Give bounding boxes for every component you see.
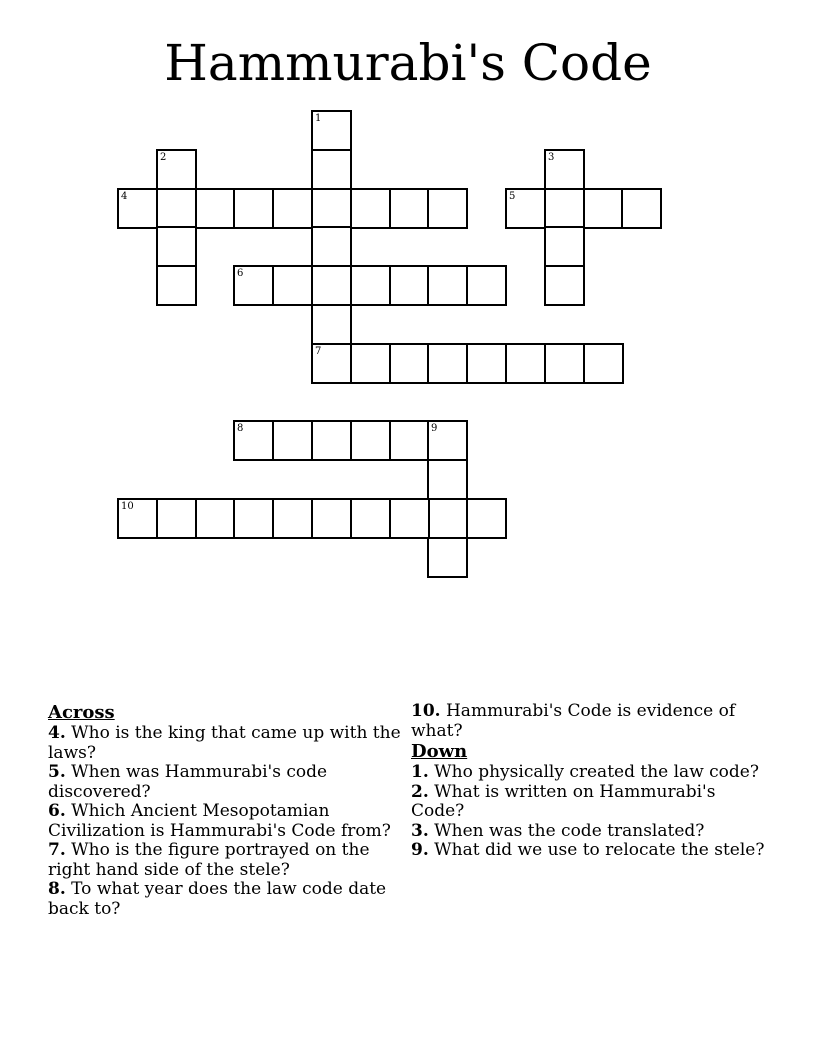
- crossword-cell[interactable]: [272, 265, 313, 306]
- crossword-cell[interactable]: [389, 343, 430, 384]
- crossword-cell[interactable]: [156, 265, 197, 306]
- clue-number: 10.: [411, 701, 441, 721]
- crossword-cell[interactable]: [427, 188, 468, 229]
- crossword-cell[interactable]: [233, 420, 274, 461]
- crossword-cell[interactable]: [195, 188, 236, 229]
- clue-number: 8.: [48, 879, 66, 899]
- cell-number: 5: [509, 191, 516, 202]
- crossword-cell[interactable]: [427, 459, 468, 500]
- crossword-cell[interactable]: [389, 420, 430, 461]
- crossword-cell[interactable]: [427, 265, 468, 306]
- clue-number: 5.: [48, 762, 66, 782]
- clue-down-9: [411, 841, 766, 861]
- crossword-cell[interactable]: [311, 498, 352, 539]
- clue-number: 9.: [411, 840, 429, 860]
- crossword-cell[interactable]: [544, 265, 585, 306]
- clue-text: To what year does the law code date back to?: [48, 879, 387, 919]
- page-title: Hammurabi's Code: [164, 34, 652, 92]
- crossword-cell[interactable]: [350, 420, 391, 461]
- crossword-cell[interactable]: [427, 420, 468, 461]
- crossword-cell[interactable]: [272, 420, 313, 461]
- clue-number: 6.: [48, 801, 66, 821]
- crossword-cell[interactable]: [427, 537, 468, 578]
- clue-number: 1.: [411, 762, 429, 782]
- crossword-cell[interactable]: [350, 265, 391, 306]
- crossword-cell[interactable]: [544, 188, 585, 229]
- clue-down-1: [411, 763, 766, 783]
- crossword-cell[interactable]: [466, 265, 507, 306]
- crossword-cell[interactable]: [117, 498, 158, 539]
- clue-number: 4.: [48, 723, 66, 743]
- clue-across-8: [48, 880, 408, 919]
- crossword-cell[interactable]: [311, 304, 352, 345]
- crossword-cell[interactable]: [311, 343, 352, 384]
- clue-across-4: [48, 724, 408, 763]
- crossword-cell[interactable]: [583, 188, 624, 229]
- across-heading: Across: [48, 702, 115, 723]
- crossword-cell[interactable]: [156, 188, 197, 229]
- crossword-cell[interactable]: [311, 188, 352, 229]
- crossword-cell[interactable]: [544, 226, 585, 267]
- clue-down-3: [411, 822, 766, 842]
- crossword-cell[interactable]: [389, 265, 430, 306]
- cell-number: 6: [237, 268, 244, 279]
- crossword-cell[interactable]: [311, 420, 352, 461]
- clue-down-2: [411, 783, 766, 822]
- crossword-cell[interactable]: [311, 265, 352, 306]
- crossword-cell[interactable]: [350, 498, 391, 539]
- crossword-cell[interactable]: [389, 498, 430, 539]
- cell-number: 10: [121, 501, 134, 512]
- cell-number: 8: [237, 423, 244, 434]
- crossword-cell[interactable]: [389, 188, 430, 229]
- down-heading: Down: [411, 741, 468, 762]
- clue-text: When was the code translated?: [434, 820, 705, 841]
- crossword-cell[interactable]: [233, 265, 274, 306]
- clue-across-6: [48, 802, 408, 841]
- crossword-cell[interactable]: [350, 343, 391, 384]
- crossword-cell[interactable]: [195, 498, 236, 539]
- clue-text: Hammurabi's Code is evidence of what?: [411, 701, 736, 741]
- clue-text: Who physically created the law code?: [434, 762, 759, 782]
- clue-number: 7.: [48, 840, 66, 860]
- crossword-cell[interactable]: [505, 343, 546, 384]
- cell-number: 3: [548, 152, 555, 163]
- crossword-cell[interactable]: [272, 498, 313, 539]
- crossword-cell[interactable]: [156, 498, 197, 539]
- crossword-cell[interactable]: [621, 188, 662, 229]
- cell-number: 9: [431, 423, 438, 434]
- crossword-cell[interactable]: [311, 226, 352, 267]
- clue-text: Who is the figure portrayed on the right hand side of the stele?: [48, 840, 370, 880]
- clue-text: What is written on Hammurabi's Code?: [411, 781, 716, 821]
- crossword-cell[interactable]: [583, 343, 624, 384]
- crossword-cell[interactable]: [466, 343, 507, 384]
- crossword-cell[interactable]: [233, 188, 274, 229]
- crossword-cell[interactable]: [311, 149, 352, 190]
- cell-number: 4: [121, 191, 128, 202]
- crossword-cell[interactable]: [156, 226, 197, 267]
- clue-text: Who is the king that came up with the laws?: [48, 723, 401, 763]
- crossword-cell[interactable]: [427, 343, 468, 384]
- clue-across-7: [48, 841, 408, 880]
- clue-text: Which Ancient Mesopotamian Civilization is Hammurabi's Code from?: [48, 801, 391, 841]
- clue-text: What did we use to relocate the stele?: [434, 840, 765, 860]
- clues-left-column: [48, 702, 408, 919]
- crossword-cell[interactable]: [427, 498, 468, 539]
- crossword-cell[interactable]: [350, 188, 391, 229]
- clues-right-column: [411, 702, 766, 861]
- crossword-cell[interactable]: [311, 110, 352, 151]
- clue-across-5: [48, 763, 408, 802]
- cell-number: 1: [315, 113, 322, 124]
- crossword-cell[interactable]: [117, 188, 158, 229]
- crossword-cell[interactable]: [505, 188, 546, 229]
- clue-across-10: [411, 702, 766, 741]
- crossword-cell[interactable]: [233, 498, 274, 539]
- crossword-cell[interactable]: [156, 149, 197, 190]
- cell-number: 2: [160, 152, 167, 163]
- crossword-cell[interactable]: [544, 149, 585, 190]
- crossword-cell[interactable]: [544, 343, 585, 384]
- clue-number: 3.: [411, 820, 429, 841]
- clue-text: When was Hammurabi's code discovered?: [48, 762, 328, 802]
- crossword-cell[interactable]: [466, 498, 507, 539]
- clue-number: 2.: [411, 781, 429, 802]
- cell-number: 7: [315, 346, 322, 357]
- crossword-cell[interactable]: [272, 188, 313, 229]
